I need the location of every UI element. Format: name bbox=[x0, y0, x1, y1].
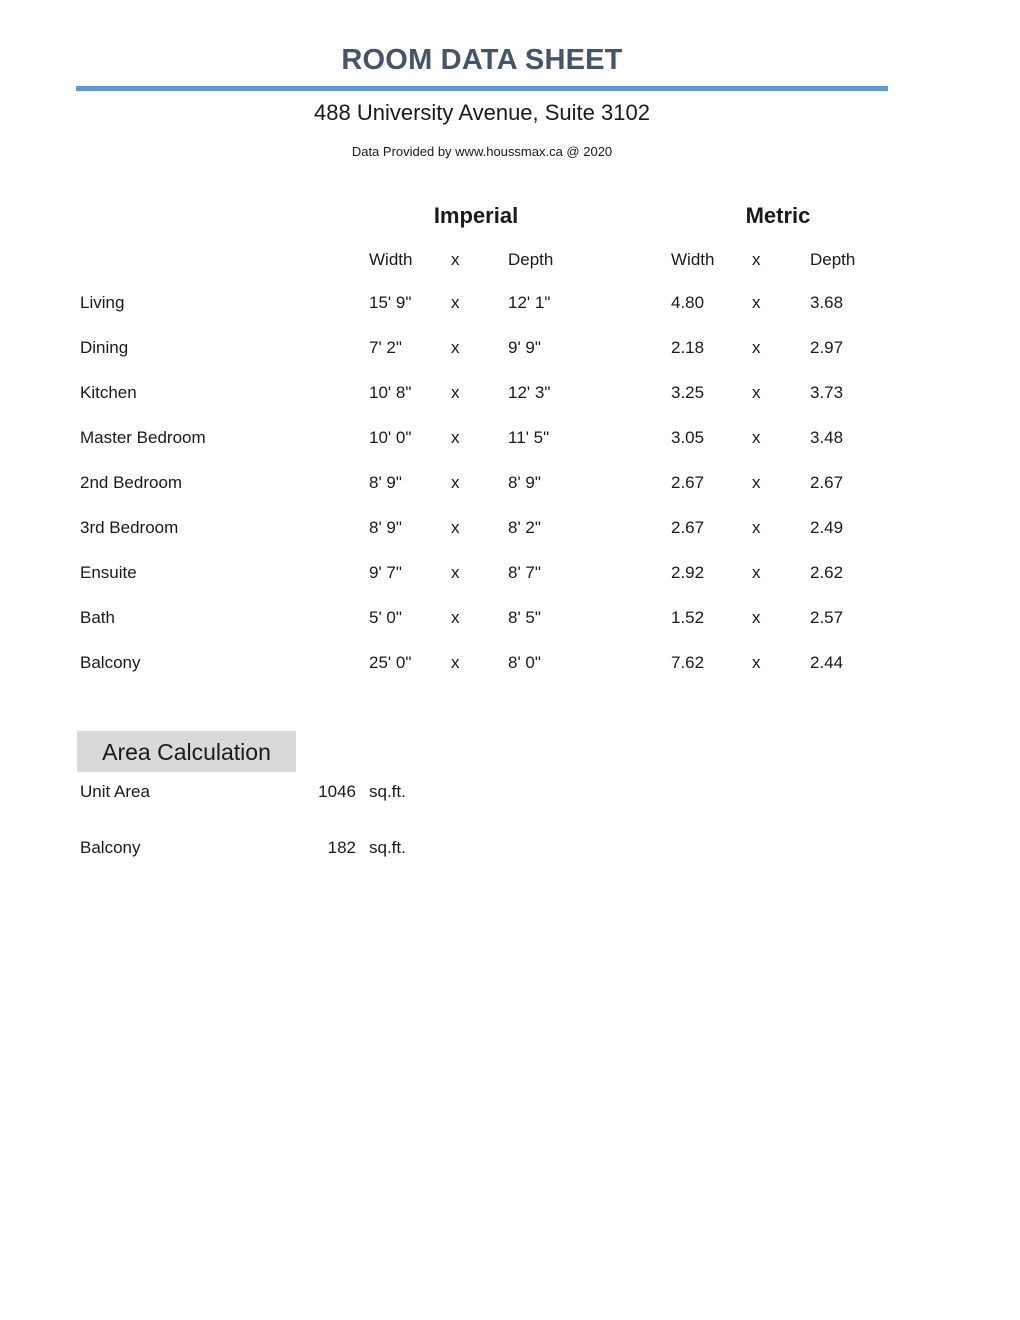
area-row bbox=[0, 782, 1020, 812]
imperial-depth: 8' 9" bbox=[508, 473, 541, 492]
room-row bbox=[0, 653, 1020, 683]
metric-depth: 3.68 bbox=[810, 293, 844, 312]
times-sign: x bbox=[451, 608, 460, 627]
room-name: Living bbox=[80, 293, 125, 312]
room-row bbox=[0, 383, 1020, 413]
imperial-width: 25' 0" bbox=[369, 653, 412, 672]
room-name: 2nd Bedroom bbox=[80, 473, 183, 492]
room-row bbox=[0, 428, 1020, 458]
imperial-depth: 8' 0" bbox=[508, 653, 541, 672]
metric-width: 1.52 bbox=[671, 608, 705, 627]
imperial-width-header: Width bbox=[369, 250, 413, 269]
imperial-depth: 8' 7" bbox=[508, 563, 541, 582]
area-value: 182 bbox=[327, 838, 356, 857]
times-sign: x bbox=[752, 338, 761, 357]
metric-depth-header: Depth bbox=[810, 250, 856, 269]
times-sign: x bbox=[752, 473, 761, 492]
room-row bbox=[0, 518, 1020, 548]
property-address: 488 University Avenue, Suite 3102 bbox=[314, 100, 650, 125]
imperial-width: 7' 2" bbox=[369, 338, 402, 357]
imperial-depth: 12' 3" bbox=[508, 383, 551, 402]
room-name: Bath bbox=[80, 608, 115, 627]
title-divider bbox=[76, 86, 888, 91]
room-name: Balcony bbox=[80, 653, 141, 672]
imperial-heading: Imperial bbox=[433, 203, 519, 228]
room-name: 3rd Bedroom bbox=[80, 518, 179, 537]
times-sign: x bbox=[451, 428, 460, 447]
metric-heading: Metric bbox=[745, 203, 811, 228]
area-value: 1046 bbox=[318, 782, 356, 801]
imperial-depth: 11' 5" bbox=[508, 428, 550, 447]
imperial-width: 5' 0" bbox=[369, 608, 402, 627]
page-title: ROOM DATA SHEET bbox=[341, 44, 623, 76]
area-label: Unit Area bbox=[80, 782, 150, 801]
area-row bbox=[0, 838, 1020, 868]
times-sign: x bbox=[451, 473, 460, 492]
times-sign: x bbox=[752, 608, 761, 627]
imperial-depth: 9' 9" bbox=[508, 338, 541, 357]
imperial-depth: 12' 1" bbox=[508, 293, 551, 312]
times-sign: x bbox=[451, 653, 460, 672]
metric-x-header: x bbox=[752, 250, 761, 269]
imperial-x-header: x bbox=[451, 250, 460, 269]
times-sign: x bbox=[752, 518, 761, 537]
room-name: Dining bbox=[80, 338, 129, 357]
room-name: Ensuite bbox=[80, 563, 137, 582]
imperial-depth: 8' 5" bbox=[508, 608, 541, 627]
times-sign: x bbox=[752, 563, 761, 582]
room-row bbox=[0, 608, 1020, 638]
metric-depth: 2.97 bbox=[810, 338, 844, 357]
area-unit: sq.ft. bbox=[369, 782, 406, 801]
metric-width: 2.18 bbox=[671, 338, 705, 357]
times-sign: x bbox=[451, 383, 460, 402]
data-provider-note: Data Provided by www.houssmax.ca @ 2020 bbox=[351, 144, 613, 159]
imperial-depth-header: Depth bbox=[508, 250, 554, 269]
metric-width: 2.67 bbox=[671, 473, 705, 492]
imperial-width: 10' 0" bbox=[369, 428, 412, 447]
metric-width: 3.25 bbox=[671, 383, 705, 402]
imperial-width: 8' 9" bbox=[369, 473, 402, 492]
area-unit: sq.ft. bbox=[369, 838, 406, 857]
metric-width: 3.05 bbox=[671, 428, 705, 447]
area-calculation-heading: Area Calculation bbox=[102, 739, 271, 765]
metric-width: 2.67 bbox=[671, 518, 705, 537]
room-row bbox=[0, 293, 1020, 323]
room-row bbox=[0, 473, 1020, 503]
imperial-width: 10' 8" bbox=[369, 383, 412, 402]
metric-depth: 2.62 bbox=[810, 563, 844, 582]
times-sign: x bbox=[451, 338, 460, 357]
times-sign: x bbox=[752, 383, 761, 402]
imperial-width: 15' 9" bbox=[369, 293, 412, 312]
metric-depth: 2.49 bbox=[810, 518, 844, 537]
room-name: Master Bedroom bbox=[80, 428, 206, 447]
metric-width: 7.62 bbox=[671, 653, 705, 672]
times-sign: x bbox=[752, 428, 761, 447]
times-sign: x bbox=[752, 293, 761, 312]
room-row bbox=[0, 338, 1020, 368]
imperial-depth: 8' 2" bbox=[508, 518, 541, 537]
metric-depth: 2.57 bbox=[810, 608, 844, 627]
times-sign: x bbox=[451, 518, 460, 537]
area-label: Balcony bbox=[80, 838, 141, 857]
area-calculation-heading-box bbox=[77, 731, 296, 772]
metric-width: 4.80 bbox=[671, 293, 705, 312]
times-sign: x bbox=[451, 563, 460, 582]
metric-depth: 2.44 bbox=[810, 653, 844, 672]
metric-width: 2.92 bbox=[671, 563, 705, 582]
metric-depth: 3.73 bbox=[810, 383, 844, 402]
room-name: Kitchen bbox=[80, 383, 137, 402]
times-sign: x bbox=[451, 293, 460, 312]
times-sign: x bbox=[752, 653, 761, 672]
imperial-width: 8' 9" bbox=[369, 518, 402, 537]
metric-depth: 2.67 bbox=[810, 473, 844, 492]
room-row bbox=[0, 563, 1020, 593]
imperial-width: 9' 7" bbox=[369, 563, 402, 582]
metric-width-header: Width bbox=[671, 250, 715, 269]
metric-depth: 3.48 bbox=[810, 428, 844, 447]
